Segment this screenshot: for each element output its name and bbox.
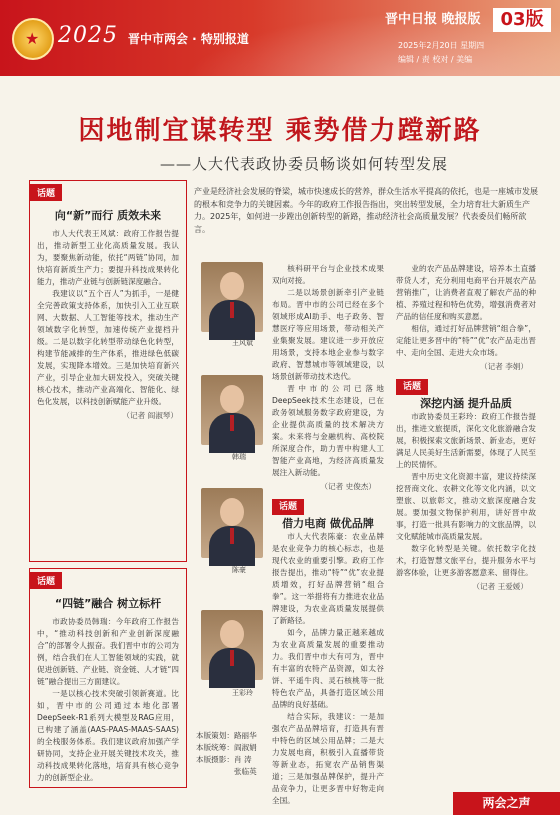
reporter-credit: （记者 王爱媛） [472,582,528,591]
topic-tag: 话题 [396,379,428,395]
paragraph: 市人大代表陈豪：农业品牌是农业竞争力的核心标志，也是现代农业的重要引擎。政府工作报告提出，推动“特”“优”农业提质增效，打好品牌营销“组合拳”。这一举措将有力推进农业品牌建设，为农业高质量发展提供了新路径。 [272,532,384,625]
paragraph: 市政协委员韩瑞：今年政府工作报告中，“推动科技创新和产业创新深度融合”的部署令人振奋。我们晋中市的公司为例，结合我们在人工智能领域的实践，就促进创新链、产业链、资金链、人才链“四链”融合提出三方面建议。 [37,617,179,686]
paragraph: 业的农产品品牌建设，培养本土直播带货人才，充分利用电商平台开展农产品营销推广，让消费者直观了解农产品的种植、养殖过程和特色优势，增强消费者对产品的信任度和购买意愿。 [396,264,536,321]
page-headline: 因地制宜谋转型 乘势借力蹚新路 [78,116,482,146]
topic-box-innovation [29,180,187,562]
paragraph: 晋中历史文化资源丰富，建议持续深挖晋商文化、农耕文化等文化内涵，以文塑旅、以旅彰文，推动文旅深度融合发展。要加强文物保护利用，讲好晋中故事，打造一批具有影响力的文旅品牌，以文化赋能城市高质量发展。 [396,472,536,541]
paragraph: 核科研平台与企业技术成果双向对接。 [272,264,384,285]
topic-tag: 话题 [30,184,62,201]
paragraph: 晋中市的公司已落地DeepSeek技术生态建设，已在政务领域服务数字政府建设，为企业提供高质量的技术解决方案。未来将与金融机构、高校院所深度合作，助力晋中构建人工智能产业高地，为经济高质量发展注入新动能。 [272,384,384,477]
masthead-banner [0,0,560,76]
credit-line: 本版策划：路丽华 [196,731,257,740]
paragraph: 我建议以“五个百人”为抓手，一是健全完善政策支持体系，加快引入工业互联网、大数据、人工智能等技术，推动生产领域数字化转型，加速传统产业提档升级。二是以数字化转型带动绿色化转型，构建节能减排的生产体系，推进绿色低碳发展，实现降本增效。三是加快培育新兴产业，引导企业加大研发投入，突破关键核心技术，推动产业高端化、智能化、绿色化发展，以科技创新赋能产业升级。 [37,289,179,406]
right-column [396,263,536,788]
portrait-caption: 王风斌 [232,339,253,347]
page-credits [196,730,257,778]
paragraph: 二是以场景创新牵引产业链布局。晋中市的公司已经在多个领域形成AI助手、电子政务、智慧医疗等应用场景，带动相关产业集聚发展。建议进一步开放应用场景，支持本地企业参与数字政府、智慧城市等领域建设，以场景创新带动技术迭代。 [272,288,384,381]
topic-title: 借力电商 做优品牌 [282,517,374,530]
banner-program-title: 晋中市两会 · 特别报道 [128,32,249,46]
paper-name: 晋中日报 晚报版 [385,12,481,27]
portrait-caption: 王彩玲 [232,689,253,697]
topic-title: “四链”融合 树立标杆 [54,597,162,610]
paragraph: 结合实际，我建议：一是加强农产品品牌培育，打造具有晋中特色的区域公用品牌；二是大力发展电商，积极引入直播带货等新业态，拓宽农产品销售渠道；三是加强品牌保护，提升产品竞争力，让更多晋中好物走向全国。 [272,712,384,805]
page-subheadline: ——人大代表政协委员畅谈如何转型发展 [160,155,449,173]
middle-column [272,263,384,805]
portrait-photo [201,488,263,558]
credit-line: 张临英 [196,767,257,776]
topic-title: 向“新”而行 质效未来 [54,209,162,222]
paragraph: 市人大代表王风斌：政府工作报告提出，推动新型工业化高质量发展。我认为，要聚焦新动能，依托“两链”协同，加快培育新质生产力；要提升科技成果转化能力，推动产业链与创新链深度融合。 [37,229,179,286]
editors-line: 编辑 / 责 校对 / 美编 [398,55,473,64]
portrait-caption: 陈豪 [232,566,246,574]
reporter-credit: （记者 李娟） [480,362,528,371]
paragraph: 如今，品牌力量正越来越成为农业高质量发展的重要推动力。我们晋中市大有可为，晋中有丰富的农特产品资源，如太谷饼、平遥牛肉、灵石核桃等一批特色农产品，具备打造区域公用品牌的良好基础。 [272,628,384,709]
lead-paragraph: 产业是经济社会发展的脊梁，城市快速成长的营养，群众生活水平提高的依托，也是一座城市发展的根本和竞争力的关键因素。今年的政府工作报告指出，突出转型发展，全力培育壮大新质生产力。2025年，如何进一步蹚出创新转型的新路，推动经济社会高质量发展？代表委员们畅所欲言。 [194,187,538,234]
edition-number: 03版 [493,8,551,32]
reporter-credit: （记者 阎淑琴） [122,411,178,420]
portrait-photo [201,610,263,680]
paragraph: 市政协委员王彩玲：政府工作报告提出，推进文旅提质，深化文化旅游融合发展，积极探索文旅新场景、新业态，更好满足人民美好生活新需要，体现了人民至上的民情怀。 [396,412,536,469]
cppcc-emblem-icon: ★ [12,18,54,60]
topic-box-four-chains [29,568,187,788]
banner-year: 2025 [58,23,118,48]
portrait-caption: 韩瑞 [232,453,246,461]
reporter-credit: （记者 史俊杰） [320,482,376,491]
paragraph: 相信，通过打好品牌营销“组合拳”，定能让更多晋中的“特”“优”农产品走出晋中、走向全国、走进大众市场。 [396,324,536,357]
date-line: 2025年2月20日 星期四 [398,41,485,50]
credit-line: 本版统筹：阎淑娟 [196,743,257,752]
topic-title: 深挖内涵 提升品质 [420,397,512,410]
footer-section-label: 两会之声 [453,792,560,815]
portrait-photo [201,262,263,332]
portrait-photo [201,375,263,445]
topic-tag: 话题 [30,572,62,589]
paragraph: 一是以核心技术突破引领新赛道。比如，晋中市的公司通过本地化部署DeepSeek-R1系列大模型及RAG应用，已构建了涵盖(AAS-PAAS-MAAS-SAAS)的全栈服务体系。我们建议政府加强产学研协同，支持企业开展关键技术攻关，推动科技成果转化落地，培育具有核心竞争力的创新型企业。 [37,689,179,782]
credit-line: 本版摄影：肖 涛 [196,755,252,764]
topic-tag: 话题 [272,499,304,515]
paragraph: 数字化转型是关键。依托数字化技术，打造智慧文旅平台，提升服务水平与游客体验，让更多游客愿意来、留得住。 [396,544,536,577]
